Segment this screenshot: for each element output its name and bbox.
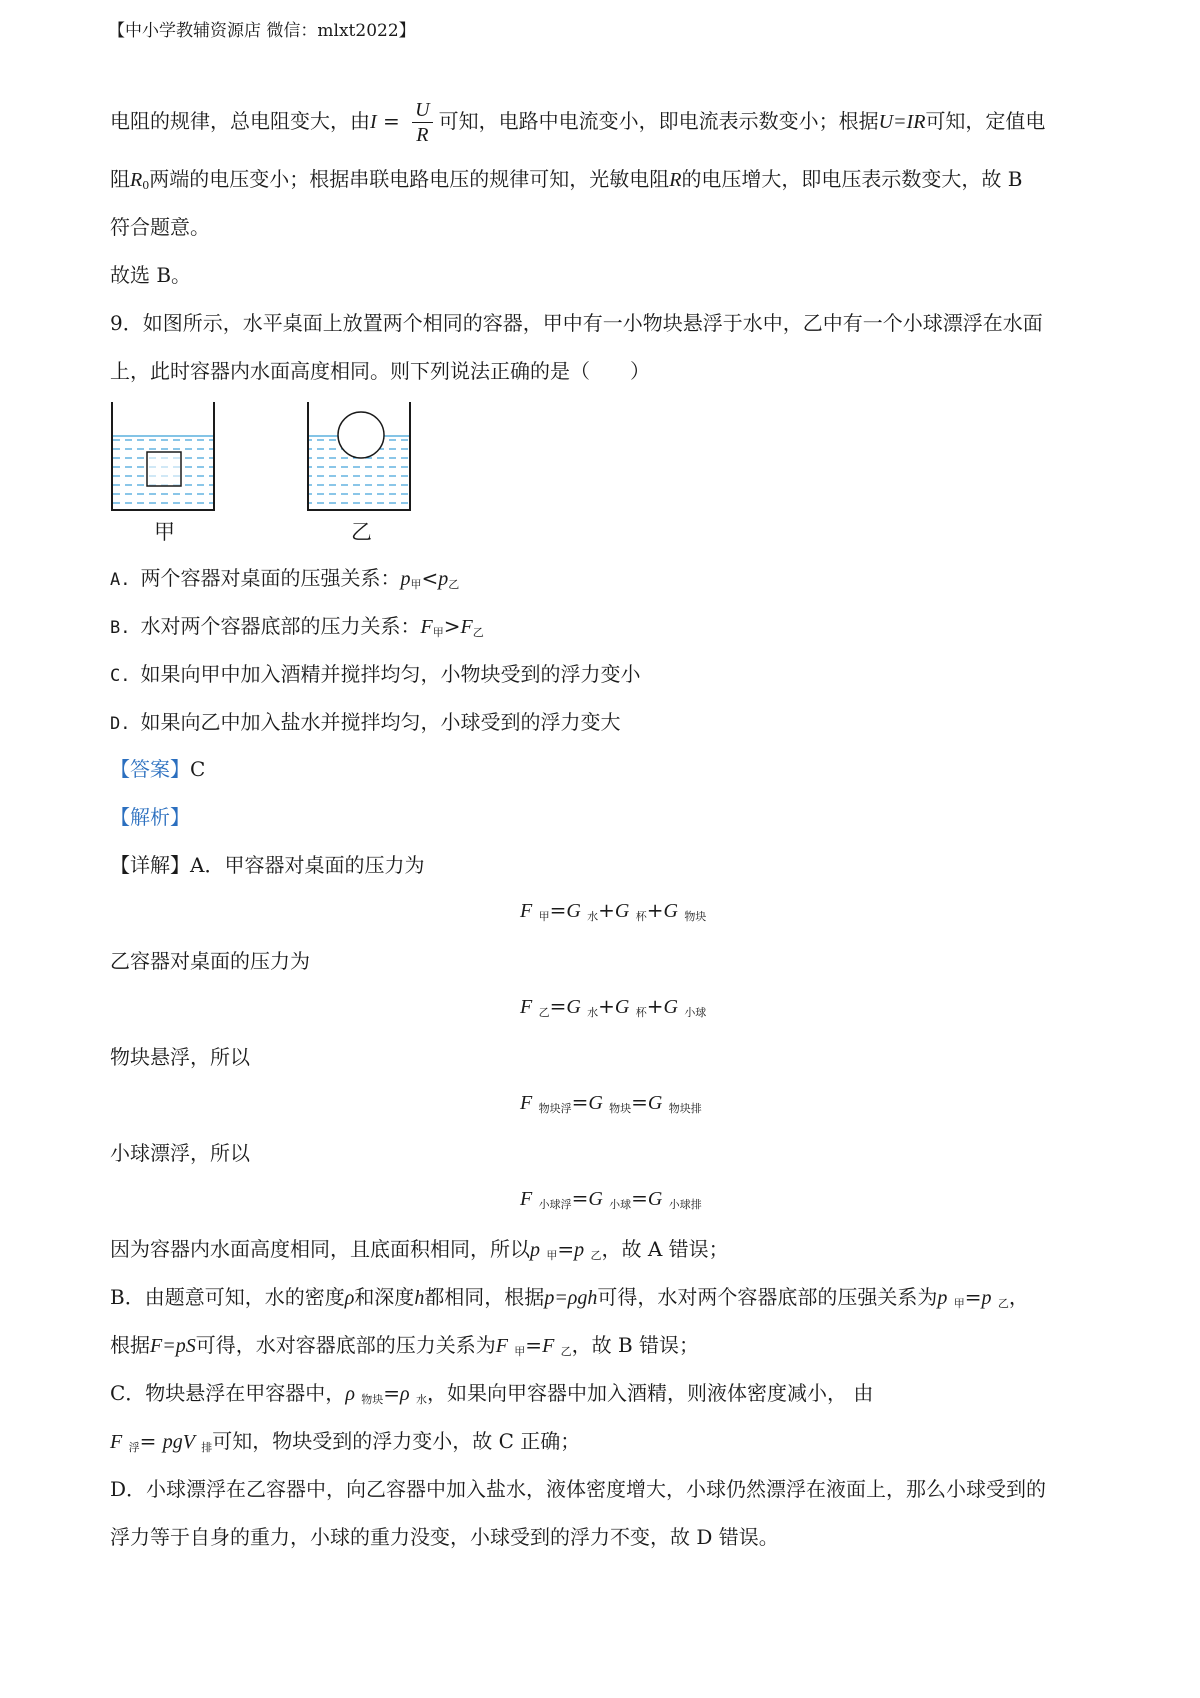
text: ， — [1008, 1285, 1029, 1309]
prev-line-2 — [110, 164, 1023, 201]
subscript: 小球浮 — [538, 1198, 572, 1211]
subscript: 乙 — [472, 626, 484, 639]
detail-line-11: 浮力等于自身的重力，小球的重力没变，小球受到的浮力不变，故 D 错误。 — [110, 1525, 779, 1549]
text: 可得，水对容器底部的压力关系为 — [195, 1333, 496, 1357]
option-b — [110, 610, 484, 640]
subscript: 乙 — [538, 1006, 550, 1019]
var: G — [588, 1092, 603, 1114]
operator: = — [525, 1333, 543, 1357]
numerator: U — [412, 98, 432, 123]
operator: = — [139, 1429, 163, 1453]
block-cube — [147, 452, 181, 486]
var: G — [663, 900, 678, 922]
subscript: 物块 — [361, 1393, 384, 1406]
text: 可知，定值电 — [925, 109, 1046, 133]
subscript: 0 — [142, 179, 150, 192]
text: 的电压增大，即电压表示数变大，故 B — [681, 167, 1023, 191]
text: 和深度 — [354, 1285, 415, 1309]
operator: + — [598, 994, 615, 1018]
operator: = — [557, 1237, 575, 1261]
detail-line-5 — [110, 1234, 729, 1271]
detail-line-2: 乙容器对桌面的压力为 — [110, 949, 310, 973]
detail-tag: 【详解】 — [110, 853, 190, 877]
operator: + — [646, 994, 664, 1018]
var: G — [588, 1188, 603, 1210]
subscript: 水 — [587, 1006, 599, 1019]
operator: + — [646, 898, 664, 922]
subscript: 乙 — [590, 1249, 602, 1262]
question-line-2: 上，此时容器内水面高度相同。则下列说法正确的是（ ） — [110, 359, 650, 383]
var: F — [110, 1431, 123, 1453]
subscript: 甲 — [410, 578, 422, 591]
var: F — [420, 616, 433, 638]
formula-uir: U=IR — [878, 111, 926, 133]
subscript: 水 — [587, 910, 599, 923]
var: p — [574, 1239, 585, 1261]
text: 可知，电路中电流变小，即电流表示数变小；根据 — [438, 109, 879, 133]
text: C．物块悬浮在甲容器中， — [110, 1381, 346, 1405]
var: F — [520, 1188, 533, 1210]
subscript: 乙 — [448, 578, 460, 591]
option-d — [110, 706, 620, 735]
detail-line-3: 物块悬浮，所以 — [110, 1045, 250, 1069]
subscript: 甲 — [538, 910, 550, 923]
option-c — [110, 658, 640, 687]
analysis-tag: 【解析】 — [110, 805, 190, 829]
var: G — [614, 900, 630, 922]
container-yi — [308, 402, 410, 510]
option-label: B. — [110, 618, 131, 638]
subscript: 浮 — [128, 1441, 140, 1454]
var: p — [438, 568, 449, 590]
detail-line-9 — [110, 1426, 580, 1463]
text: ，故 B 错误； — [571, 1333, 700, 1357]
denominator: R — [416, 124, 429, 146]
text: ，如果向甲容器中加入酒精，则液体密度减小， 由 — [427, 1381, 874, 1405]
operator: = — [571, 1090, 589, 1114]
container-jia — [112, 402, 214, 510]
var: F — [460, 616, 473, 638]
operator: = — [549, 994, 567, 1018]
operator: = — [571, 1186, 589, 1210]
var: G — [566, 900, 581, 922]
var: p — [981, 1287, 992, 1309]
text: 根据 — [110, 1333, 150, 1357]
subscript: 物块 — [609, 1102, 632, 1115]
var-rho: ρ — [344, 1287, 355, 1309]
subscript: 物块 — [684, 910, 707, 923]
text: 都相同，根据 — [424, 1285, 545, 1309]
detail-line-8 — [110, 1378, 873, 1415]
subscript: 小球 — [609, 1198, 632, 1211]
subscript: 甲 — [514, 1345, 526, 1358]
option-text: 两个容器对桌面的压强关系： — [140, 566, 401, 590]
formula-1 — [520, 898, 706, 924]
fraction-u-over-r — [412, 98, 432, 147]
text: 可得，水对两个容器底部的压强关系为 — [597, 1285, 938, 1309]
prev-line-4: 故选 B。 — [110, 263, 192, 287]
equals: = — [376, 109, 407, 133]
operator: = — [964, 1285, 982, 1309]
subscript: 杯 — [635, 910, 647, 923]
var: p — [937, 1287, 948, 1309]
var-R0: R — [130, 169, 143, 191]
var-rho: ρ — [345, 1383, 355, 1405]
formula-3 — [520, 1090, 702, 1116]
option-label: A. — [110, 570, 131, 590]
var: p — [530, 1239, 540, 1261]
formula-f-ps: F=pS — [150, 1335, 196, 1357]
subscript: 甲 — [546, 1249, 558, 1262]
var: F — [495, 1335, 508, 1357]
option-text: 如果向乙中加入盐水并搅拌均匀，小球受到的浮力变大 — [140, 710, 621, 734]
formula-4 — [520, 1186, 702, 1212]
subscript: 小球 — [684, 1006, 707, 1019]
detail-line-10: D．小球漂浮在乙容器中，向乙容器中加入盐水，液体密度增大，小球仍然漂浮在液面上，那么小球受到的 — [110, 1477, 1047, 1501]
subscript: 乙 — [560, 1345, 572, 1358]
containers-figure — [100, 400, 430, 550]
subscript: 排 — [201, 1441, 213, 1454]
subscript: 乙 — [997, 1297, 1009, 1310]
var: p — [400, 568, 411, 590]
text: A．甲容器对桌面的压力为 — [190, 853, 425, 877]
prev-line-1 — [110, 98, 1045, 147]
var: F — [520, 1092, 533, 1114]
operator: > — [443, 614, 461, 638]
subscript: 甲 — [953, 1297, 965, 1310]
formula-p-rho-g-h: p=ρgh — [544, 1287, 598, 1309]
operator: = — [549, 898, 567, 922]
option-label: C. — [110, 666, 131, 686]
var: F — [520, 996, 533, 1018]
text: 电阻的规律，总电阻变大，由 — [110, 109, 370, 133]
prev-line-3: 符合题意。 — [110, 215, 210, 239]
answer-value: C — [190, 757, 206, 781]
detail-line-6 — [110, 1282, 1029, 1319]
text: B．由题意可知，水的密度 — [110, 1285, 345, 1309]
operator: < — [421, 566, 439, 590]
var: G — [566, 996, 581, 1018]
caption-yi: 乙 — [351, 520, 372, 544]
var-R: R — [669, 169, 682, 191]
formula-2 — [520, 994, 706, 1020]
detail-line-7 — [110, 1330, 699, 1367]
answer-line — [110, 754, 205, 784]
text: 可知，物块受到的浮力变小，故 C 正确； — [212, 1429, 581, 1453]
var: G — [647, 1092, 663, 1114]
option-text: 水对两个容器底部的压力关系： — [140, 614, 421, 638]
formula-pgv: pgV — [162, 1431, 195, 1453]
option-text: 如果向甲中加入酒精并搅拌均匀，小物块受到的浮力变小 — [140, 662, 641, 686]
analysis-line — [110, 802, 190, 832]
text: 两端的电压变小；根据串联电路电压的规律可知，光敏电阻 — [149, 167, 670, 191]
var: G — [647, 1188, 663, 1210]
var-I: I — [370, 111, 377, 133]
caption-jia: 甲 — [154, 520, 175, 544]
question-line-1: 9．如图所示，水平桌面上放置两个相同的容器，甲中有一小物块悬浮于水中，乙中有一个小球漂浮在水面 — [110, 311, 1043, 335]
page-header: 【中小学教辅资源店 微信：mlxt2022】 — [108, 21, 416, 41]
text: ，故 A 错误； — [601, 1237, 729, 1261]
text: 阻 — [110, 167, 130, 191]
var: G — [663, 996, 678, 1018]
operator: = — [383, 1381, 401, 1405]
operator: = — [631, 1090, 648, 1114]
var: F — [520, 900, 533, 922]
detail-line-4: 小球漂浮，所以 — [110, 1141, 250, 1165]
option-label: D. — [110, 714, 131, 734]
operator: + — [598, 898, 615, 922]
floating-ball — [338, 412, 384, 458]
operator: = — [631, 1186, 648, 1210]
subscript: 水 — [416, 1393, 428, 1406]
subscript: 甲 — [432, 626, 444, 639]
subscript: 物块浮 — [538, 1102, 572, 1115]
subscript: 小球排 — [668, 1198, 702, 1211]
var: F — [542, 1335, 555, 1357]
subscript: 物块排 — [668, 1102, 702, 1115]
option-a — [110, 562, 459, 592]
text: 因为容器内水面高度相同，且底面积相同，所以 — [110, 1237, 530, 1261]
var-rho: ρ — [400, 1383, 410, 1405]
var-h: h — [414, 1287, 425, 1309]
answer-tag: 【答案】 — [110, 757, 190, 781]
var: G — [614, 996, 630, 1018]
detail-line-1 — [110, 850, 424, 880]
subscript: 杯 — [635, 1006, 647, 1019]
